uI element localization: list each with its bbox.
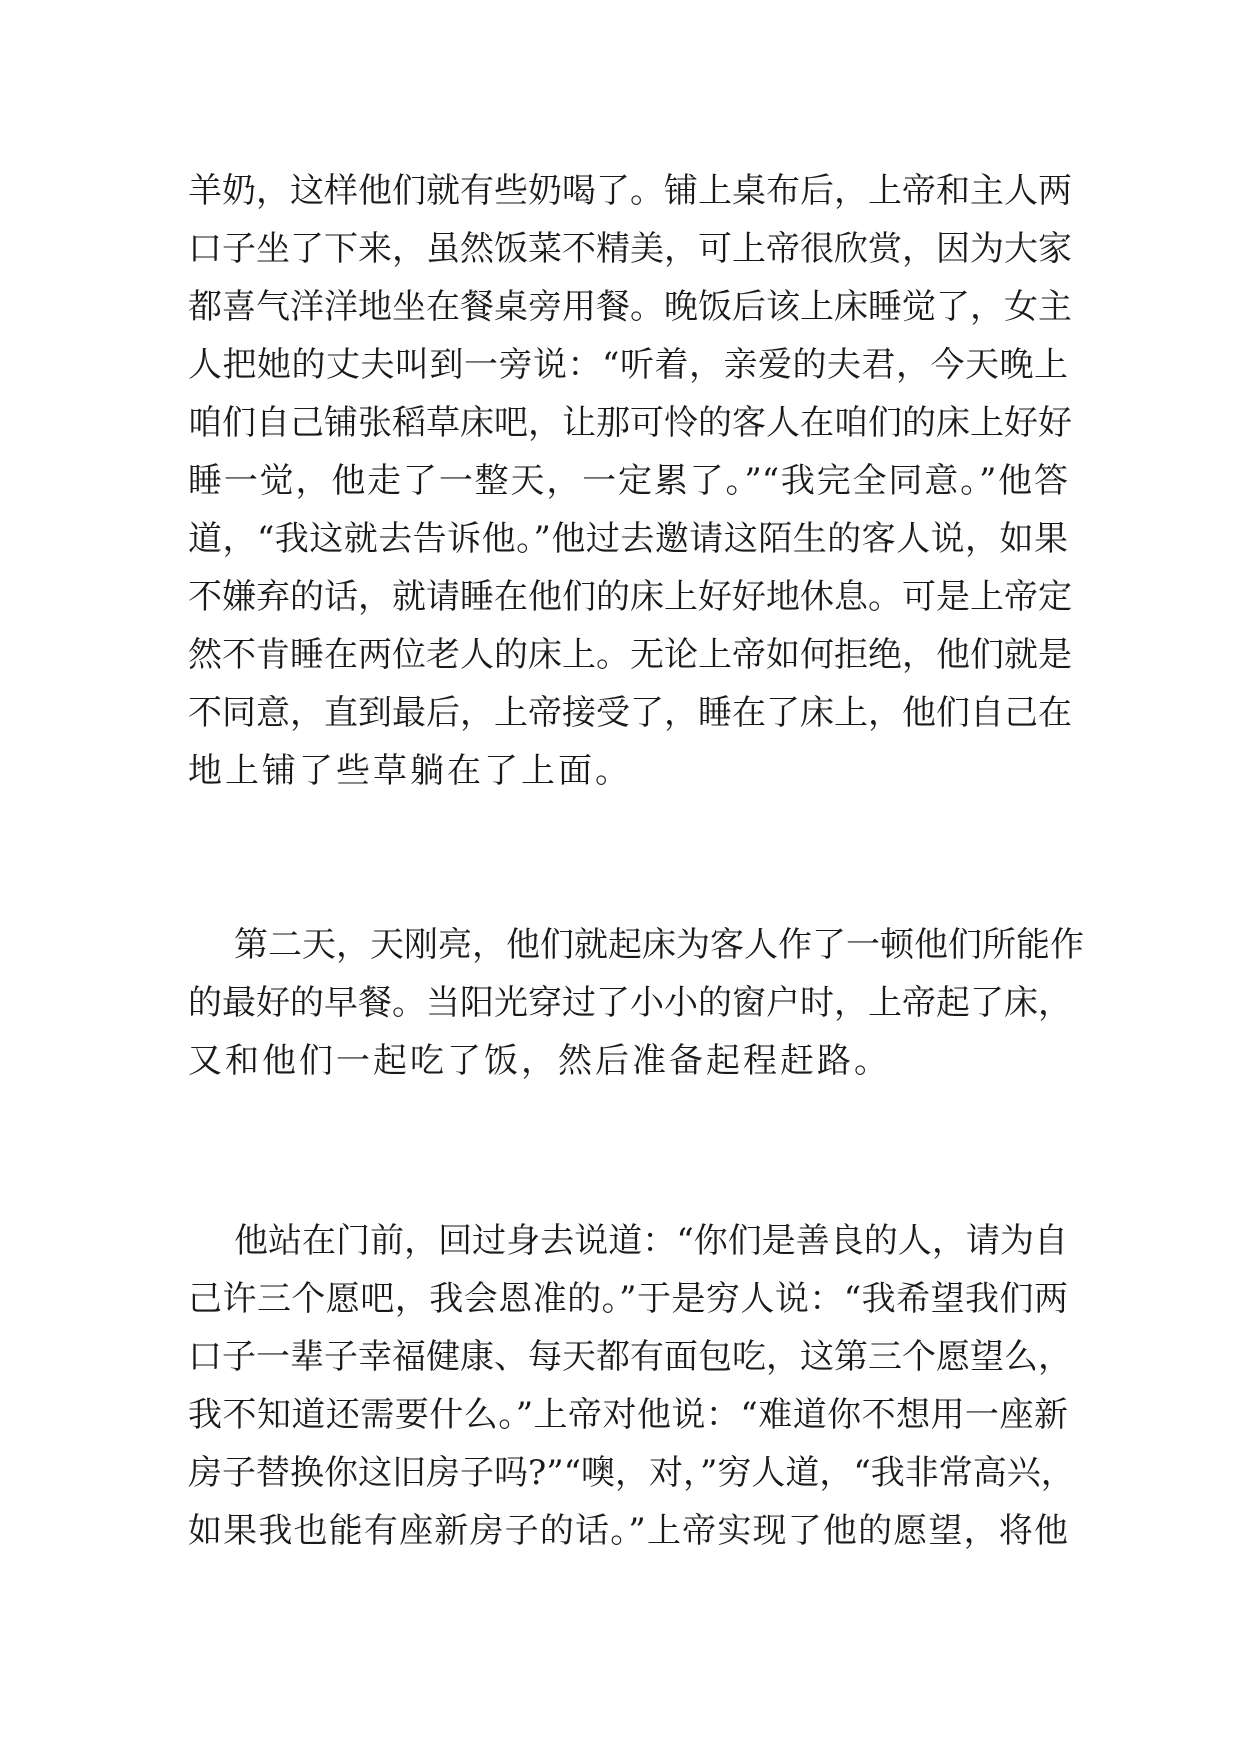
text-line: 口子一辈子幸福健康、每天都有面包吃，这第三个愿望么， [188,1337,1072,1377]
paragraph-2 [188,916,1084,1090]
text-line: 都喜气洋洋地坐在餐桌旁用餐。晚饭后该上床睡觉了，女主 [188,287,1072,327]
text-line: 咱们自己铺张稻草床吧，让那可怜的客人在咱们的床上好好 [188,403,1072,443]
paragraph-1 [188,162,1072,800]
text-line: 口子坐了下来，虽然饭菜不精美，可上帝很欣赏，因为大家 [188,229,1072,269]
text-line: 房子替换你这旧房子吗?”“噢，对，”穷人道，“我非常高兴， [188,1453,1075,1493]
text-line: 人把她的丈夫叫到一旁说：“听着，亲爱的夫君，今天晚上 [188,345,1068,385]
text-line: 他站在门前，回过身去说道：“你们是善良的人，请为自 [234,1221,1068,1261]
text-line: 我不知道还需要什么。”上帝对他说：“难道你不想用一座新 [188,1395,1068,1435]
text-line: 羊奶，这样他们就有些奶喝了。铺上桌布后，上帝和主人两 [188,171,1072,211]
text-line: 又和他们一起吃了饭，然后准备起程赶路。 [188,1041,891,1081]
text-line: 不嫌弃的话，就请睡在他们的床上好好地休息。可是上帝定 [188,577,1072,617]
text-line: 第二天，天刚亮，他们就起床为客人作了一顿他们所能作 [234,925,1084,965]
text-line: 道，“我这就去告诉他。”他过去邀请这陌生的客人说，如果 [188,519,1068,559]
paragraph-3 [188,1212,1075,1560]
text-line: 不同意，直到最后，上帝接受了，睡在了床上，他们自己在 [188,693,1072,733]
text-line: 如果我也能有座新房子的话。”上帝实现了他的愿望，将他 [188,1511,1068,1551]
text-line: 地上铺了些草躺在了上面。 [188,751,632,791]
text-line: 的最好的早餐。当阳光穿过了小小的窗户时，上帝起了床， [188,983,1072,1023]
text-line: 睡一觉，他走了一整天，一定累了。”“我完全同意。”他答 [188,461,1068,501]
text-line: 己许三个愿吧，我会恩准的。”于是穷人说：“我希望我们两 [188,1279,1068,1319]
text-line: 然不肯睡在两位老人的床上。无论上帝如何拒绝，他们就是 [188,635,1072,675]
